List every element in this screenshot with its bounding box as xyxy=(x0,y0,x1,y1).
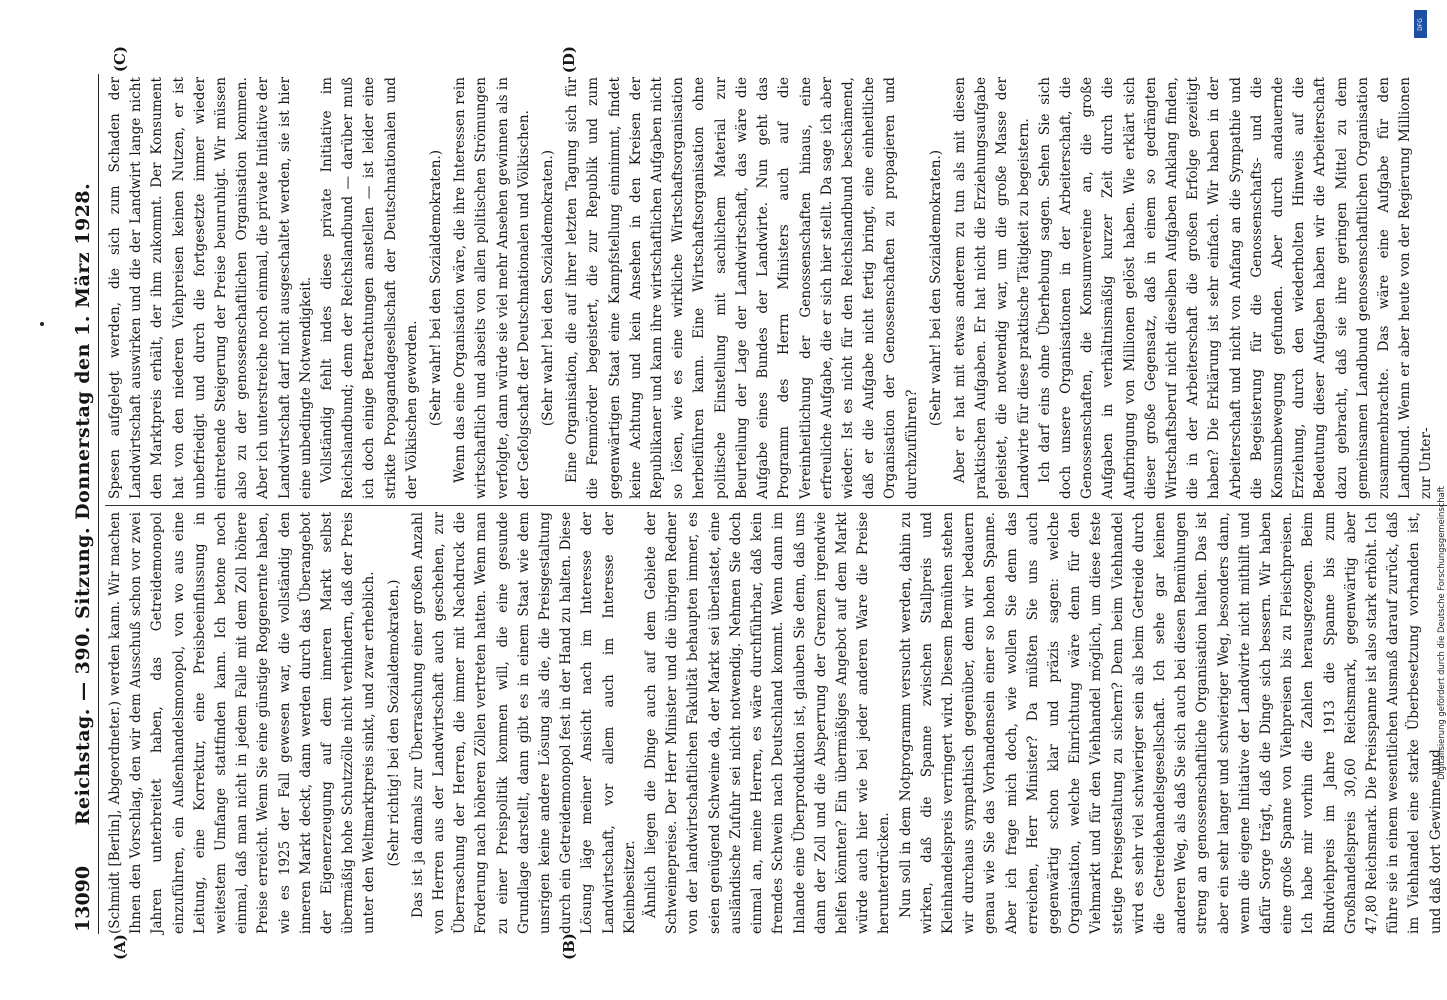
running-title: Reichstag. — 390. Sitzung. Donnerstag den 1. März 1928. xyxy=(72,182,94,826)
paragraph: (Schmidt [Berlin], Abgeordneter.) werden kann. Wir machen Ihnen den Vorschlag, den wir dem Ausschuß schon vor zwei Jahren unterbreitet haben, das Getreidemonopol einzuführen, ein Außenhandelsmonopol, von wo aus eine Leitung, eine Korrektur, eine Preisbeeinflussung in weitestem Umfange stattfinden kann. Ich betone noch einmal, daß man nicht in jedem Falle mit dem Zoll höhere Preise erreicht. Wenn Sie eine günstige Roggenernte haben, wie es 1925 der Fall gewesen war, die vollständig den inneren Markt deckt, dann werden durch das Überangebot der Eigenerzeugung auf dem inneren Markt selbst übermäßig hohe Schutzzölle nicht verhindern, daß der Preis unter den Weltmarktpreis sinkt, und zwar erheblich. xyxy=(107,512,378,934)
left-column xyxy=(105,512,1447,934)
margin-marker-d: (D) xyxy=(560,46,578,74)
paragraph: Ich darf eins ohne Überhebung sagen. Sehen Sie sich doch unsere Organisationen in der Arbeiterschaft, die Genossenschaften, die Konsumvereine an, die große Aufgaben in verhältnismäßig kurzer Zeit durch die Aufbringung von Millionen gelöst haben. Wie erklärt sich dieser große Gegensatz, daß in einem so gedrängten Wirtschaftsberuf nicht dieselben Aufgaben Anklang finden, die in der Arbeiterschaft die großen Erfolge gezeitigt haben? Die Erklärung ist sehr einfach. Wir haben in der Arbeiterschaft und nicht von Anfang an die Sympathie und die Begeisterung für die Genossenschafts- und die Konsumbewegung gefunden. Aber durch andauernde Erziehung, durch den wiederholten Hinweis auf die Bedeutung dieser Aufgaben haben wir die Arbeiterschaft dazu gebracht, daß sie ihre geringen Mittel zu dem gemeinsamen Landbund genossenschaftlichen Organisation zusammenbrachte. Das wäre eine Aufgabe für den Landbund. Wenn er aber heute von der Regierung Millionen zur Unter- xyxy=(1036,77,1435,499)
paragraph: Vollständig fehlt indes diese private Initiative im Reichslandbund; denn der Reichslandbund — darüber muß ich doch einige Betrachtungen anstellen — ist leider eine strikte Propagandagesellschaft der Deutschnationalen und der Völkischen geworden. xyxy=(319,77,420,499)
digitization-credit xyxy=(1416,10,1446,990)
interjection: (Sehr wahr! bei den Sozialdemokraten.) xyxy=(428,149,445,427)
paragraph: Eine Organisation, die auf ihrer letzten Tagung sich für die Femmörder begeistert, die zur Republik und zum gegenwärtigen Staat eine Kampfstellung einnimmt, findet keine Achtung und kein Ansehen in den Kreisen der Republikaner und kann ihre wirtschaftlichen Aufgaben nicht so lösen, wie es eine wirkliche Wirtschaftsorganisation herbeiführen kann. Eine Wirtschaftsorganisation ohne politische Einstellung mit sachlichem Material zur Beurteilung der Lage der Landwirtschaft, das wäre die Aufgabe eines Bundes der Landwirte. Nun geht das Programm des Herrn Ministers auch auf die Vereinheitlichung der Genossenschaften hinaus, eine erfreuliche Aufgabe, die er sich hier stellt. Da sage ich aber wieder: Ist es nicht für den Reichslandbund beschämend, daß er die Aufgabe nicht fertig bringt, eine einheitliche Organisation der Genossenschaften zu propagieren und durchzuführen? xyxy=(564,77,920,499)
page-number: 13090 xyxy=(72,865,94,932)
margin-marker-b: (B) xyxy=(560,933,578,960)
right-column xyxy=(105,77,1447,499)
dfg-logo: DFG xyxy=(1414,10,1427,38)
interjection: (Sehr richtig! bei den Sozialdemokraten.) xyxy=(385,579,402,867)
page-header xyxy=(72,74,99,934)
paragraph: Das ist ja damals zur Überraschung einer großen Anzahl von Herren aus der Landwirtschaft auch geschehen, zur Überraschung der Herren, die immer mit Nachdruck die Forderung nach höheren Zöllen vertreten hatten. Wenn man zu einer Preispolitik kommen will, die eine gesunde Grundlage darstellt, dann gibt es in einem Staat wie dem unsrigen keine andere Lösung als die, die Preisgestaltung durch ein Getreidemonopol fest in der Hand zu halten. Diese Lösung läge meiner Ansicht nach im Interesse der Landwirtschaft, vor allem auch im Interesse der Kleinbesitzer. xyxy=(409,512,638,934)
paragraph: Spesen aufgelegt werden, die sich zum Schaden der Landwirtschaft auswirken und die der Landwirt lange nicht den Marktpreis erhält, der ihm zukommt. Der Konsument hat von den niederen Viehpreisen keinen Nutzen, er ist unbefriedigt und durch die fortgesetzte immer wieder eintretende Steigerung der Preise beunruhigt. Wir müssen also zu der genossenschaftlichen Organisation kommen. Aber ich unterstreiche noch einmal, die private Initiative der Landwirtschaft darf nicht ausgeschaltet werden, sie ist hier eine unbedingte Notwendigkeit. xyxy=(107,77,314,499)
paragraph: Ähnlich liegen die Dinge auch auf dem Gebiete der Schweinepreise. Der Herr Minister und die übrigen Redner von der landwirtschaftlichen Fakultät behaupten immer, es seien genügend Schweine da, der Markt sei überlastet, eine ausländische Zufuhr sei nicht notwendig. Nehmen Sie doch einmal an, meine Herren, es wäre durchführbar, daß kein fremdes Schwein nach Deutschland kommt. Wenn dann im Inlande eine Überproduktion ist, glauben Sie denn, daß uns dann der Zoll und die Absperrung der Grenzen irgendwie helfen könnten? Ein übermäßiges Angebot auf dem Markt würde auch hier wie bei jeder anderen Ware die Preise herunterdrücken. xyxy=(643,512,893,934)
paragraph: Nun soll in dem Notprogramm versucht werden, dahin zu wirken, daß die Spanne zwischen Stallpreis und Kleinhandelspreis verringert wird. Diesem Bemühen stehen wir durchaus sympathisch gegenüber, denn wir bedauern genau wie Sie das Vorhandensein einer so hohen Spanne. Aber ich frage mich doch, wie wollen Sie denn das erreichen, Herr Minister? Da müßten Sie uns auch gegenwärtig schon klar und präzis sagen: welche Organisation, welche Einrichtung wäre denn für den Viehmarkt und für den Viehhandel möglich, um diese feste stetige Preisgestaltung zu sichern? Denn beim Viehhandel wird es sehr viel schwieriger sein als beim Getreide durch die Getreidehandelsgesellschaft. Ich sehe gar keinen anderen Weg, als daß Sie sich auch bei diesen Bemühungen streng an genossenschaftliche Organisation halten. Das ist aber ein sehr langer und schwieriger Weg, besonders dann, wenn die eigene Initiative der Landwirte nicht mithilft und dafür Sorge trägt, daß die Dinge sich bessern. Wir haben eine große Spanne von Viehpreisen bis zu Fleischpreisen. Ich habe mir vorhin die Zahlen herausgezogen. Beim Rindviehpreis im Jahre 1913 die Spanne bis zum Großhandelspreis 30,60 Reichsmark, gegenwärtig aber 47,80 Reichsmark. Die Preisspanne ist also stark erhöht. Ich führe sie in einem wesentlichen Ausmaß darauf zurück, daß im Viehhandel eine starke Überbesetzung vorhanden ist, und daß dort Gewinne und xyxy=(897,512,1444,934)
text-columns xyxy=(105,46,1447,960)
interjection: (Sehr wahr! bei den Sozialdemokraten.) xyxy=(540,149,557,427)
credit-text: Digitalisierung gefördert durch die Deutsche Forschungsgemeinschaft xyxy=(1436,486,1446,780)
column-divider xyxy=(105,505,1447,506)
margin-marker-a: (A) xyxy=(111,934,129,960)
scan-speck xyxy=(40,322,44,326)
paragraph: Aber er hat mit etwas anderem zu tun als mit diesen praktischen Aufgaben. Er hat nicht die Erziehungsaufgabe geleistet, die notwendig war, um die große Masse der Landwirte für diese praktische Tätigkeit zu begeistern. xyxy=(951,77,1032,499)
paragraph: Wenn das eine Organisation wäre, die ihre Interessen rein wirtschaftlich und abseits von allen politischen Strömungen verfolgte, dann würde sie viel mehr Ansehen gewinnen als in der Gefolgschaft der Deutschnationalen und Völkischen. xyxy=(452,77,532,499)
margin-marker-c: (C) xyxy=(111,46,129,73)
interjection: (Sehr wahr! bei den Sozialdemokraten.) xyxy=(927,149,944,427)
